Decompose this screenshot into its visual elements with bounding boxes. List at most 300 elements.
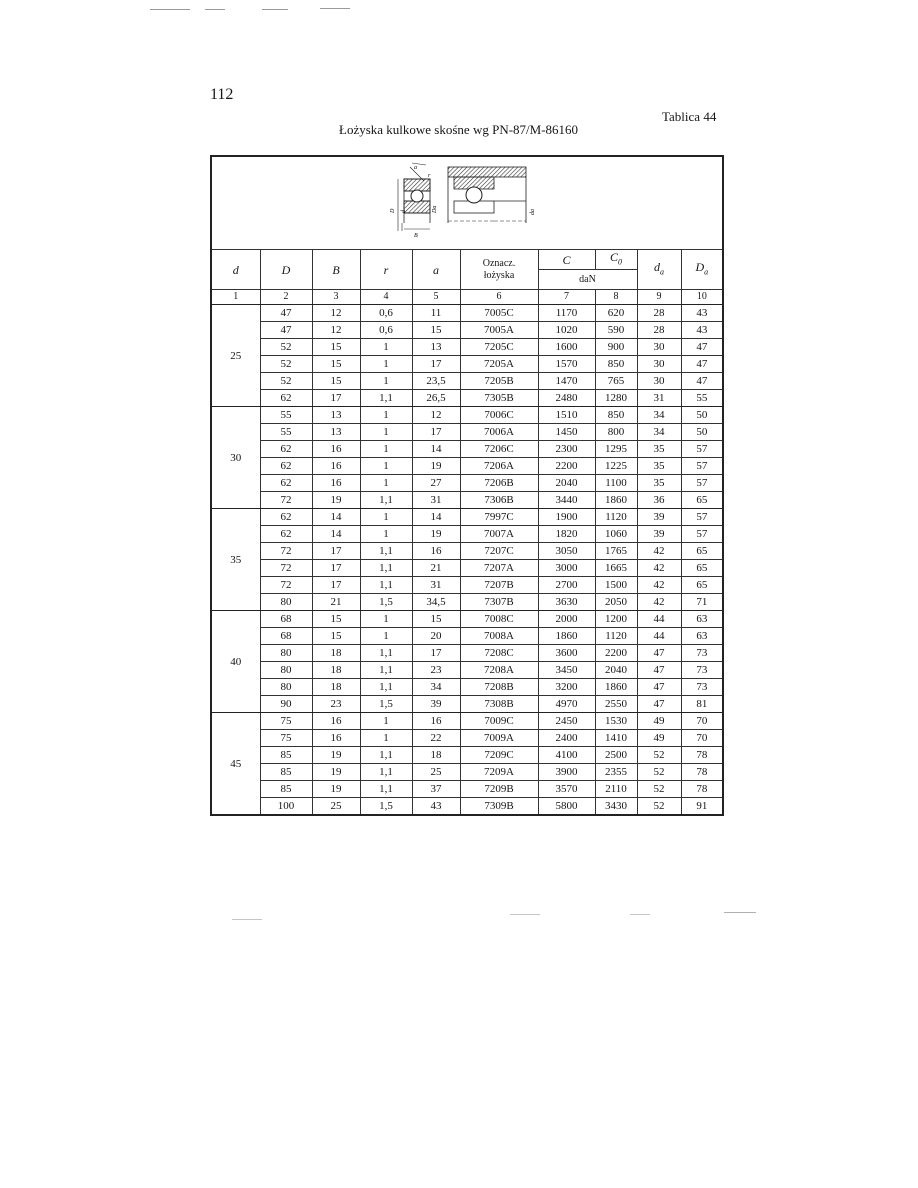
cell-da: 49 [637,730,681,747]
cell-C: 3440 [538,492,595,509]
column-number: 7 [538,290,595,305]
cell-designation: 7209C [460,747,538,764]
cell-r: 1 [360,713,412,730]
cell-r: 1,1 [360,781,412,798]
scan-artifact-top [262,9,288,10]
cell-da: 47 [637,679,681,696]
cell-r: 1,1 [360,390,412,407]
cell-B: 19 [312,764,360,781]
cell-a: 37 [412,781,460,798]
cell-D: 62 [260,509,312,526]
cell-C: 1600 [538,339,595,356]
cell-a: 27 [412,475,460,492]
cell-a: 25 [412,764,460,781]
cell-designation: 7009A [460,730,538,747]
cell-C: 3450 [538,662,595,679]
cell-da: 35 [637,441,681,458]
table-row [211,492,723,509]
header-C: C [538,250,595,270]
label-Da: Da [432,205,439,213]
cell-Da: 71 [681,594,723,611]
cell-C: 2700 [538,577,595,594]
cell-da: 47 [637,645,681,662]
cell-D: 68 [260,611,312,628]
cell-r: 1 [360,526,412,543]
cell-designation: 7008A [460,628,538,645]
cell-r: 1,1 [360,543,412,560]
cell-designation: 7205C [460,339,538,356]
header-row [211,250,723,270]
cell-B: 15 [312,628,360,645]
cell-B: 23 [312,696,360,713]
cell-designation: 7205B [460,373,538,390]
cell-D: 55 [260,407,312,424]
cell-a: 23,5 [412,373,460,390]
figure-cell [211,156,723,250]
table-row [211,509,723,526]
label-a: a [414,165,418,171]
cell-Da: 70 [681,713,723,730]
cell-a: 17 [412,645,460,662]
cell-a: 34 [412,679,460,696]
cell-da: 42 [637,543,681,560]
cell-a: 17 [412,356,460,373]
cell-C: 1470 [538,373,595,390]
cell-C: 2000 [538,611,595,628]
cell-r: 1,1 [360,662,412,679]
scan-artifact-bottom [724,912,756,913]
cell-Da: 73 [681,645,723,662]
cell-designation: 7307B [460,594,538,611]
cell-r: 1,5 [360,696,412,713]
column-number: 8 [595,290,637,305]
cell-D: 85 [260,781,312,798]
cell-a: 31 [412,492,460,509]
cell-C: 3200 [538,679,595,696]
cell-Da: 63 [681,611,723,628]
cell-D: 72 [260,577,312,594]
cell-C: 3900 [538,764,595,781]
cell-Da: 73 [681,662,723,679]
cell-da: 30 [637,356,681,373]
table-row [211,577,723,594]
scan-artifact-top [320,8,350,9]
column-number: 10 [681,290,723,305]
cell-B: 16 [312,713,360,730]
cell-B: 17 [312,577,360,594]
cell-C: 3570 [538,781,595,798]
cell-B: 14 [312,526,360,543]
cell-da: 47 [637,696,681,713]
cell-da: 52 [637,764,681,781]
cell-r: 1,1 [360,577,412,594]
label-D: D [390,208,397,213]
header-da-sub: a [660,267,664,277]
cell-da: 28 [637,305,681,322]
cell-C0: 3430 [595,798,637,816]
cell-a: 31 [412,577,460,594]
cell-C0: 2110 [595,781,637,798]
cell-D: 62 [260,390,312,407]
cell-C0: 2200 [595,645,637,662]
column-number: 5 [412,290,460,305]
cell-r: 1,1 [360,560,412,577]
cell-r: 1 [360,628,412,645]
cell-designation: 7305B [460,390,538,407]
cell-D: 90 [260,696,312,713]
cell-Da: 65 [681,577,723,594]
cell-da: 30 [637,339,681,356]
cell-C0: 1100 [595,475,637,492]
cell-da: 36 [637,492,681,509]
cell-a: 19 [412,526,460,543]
table-row [211,747,723,764]
cell-da: 42 [637,594,681,611]
cell-B: 17 [312,543,360,560]
cell-a: 34,5 [412,594,460,611]
cell-designation: 7309B [460,798,538,816]
cell-Da: 78 [681,764,723,781]
cell-a: 14 [412,509,460,526]
cell-designation: 7206B [460,475,538,492]
cell-D: 47 [260,305,312,322]
table-row [211,611,723,628]
label-da: da [530,209,537,215]
cell-designation: 7206C [460,441,538,458]
cell-C0: 1665 [595,560,637,577]
cell-C0: 1860 [595,679,637,696]
cell-C: 3000 [538,560,595,577]
cell-Da: 73 [681,679,723,696]
cell-D: 85 [260,764,312,781]
cell-B: 19 [312,492,360,509]
cell-B: 19 [312,781,360,798]
cell-B: 14 [312,509,360,526]
cell-Da: 43 [681,322,723,339]
header-designation [460,250,538,290]
cell-D: 62 [260,526,312,543]
header-r: r [360,250,412,290]
cell-D: 72 [260,560,312,577]
cell-Da: 43 [681,305,723,322]
table-row [211,645,723,662]
cell-B: 16 [312,441,360,458]
cell-Da: 65 [681,543,723,560]
cell-B: 15 [312,339,360,356]
table-row [211,730,723,747]
cell-D: 85 [260,747,312,764]
cell-C0: 1200 [595,611,637,628]
cell-Da: 57 [681,475,723,492]
cell-B: 13 [312,407,360,424]
cell-Da: 70 [681,730,723,747]
header-designation-line1: Oznacz. [482,257,516,269]
cell-da: 42 [637,560,681,577]
cell-designation: 7209B [460,781,538,798]
cell-Da: 57 [681,509,723,526]
cell-r: 1 [360,407,412,424]
header-da [637,250,681,290]
cell-B: 12 [312,305,360,322]
table-row [211,390,723,407]
cell-r: 1 [360,458,412,475]
header-da-base: d [654,260,660,274]
cell-D: 62 [260,441,312,458]
cross-section-drawing [390,163,438,239]
cell-D: 75 [260,730,312,747]
cell-da: 52 [637,781,681,798]
header-Da-base: D [695,260,705,274]
cell-da: 35 [637,458,681,475]
cell-a: 39 [412,696,460,713]
column-number: 2 [260,290,312,305]
cell-B: 13 [312,424,360,441]
cell-C0: 1295 [595,441,637,458]
cell-da: 39 [637,509,681,526]
cell-a: 15 [412,322,460,339]
column-number-row [211,290,723,305]
header-B: B [312,250,360,290]
cell-C: 2400 [538,730,595,747]
cell-B: 17 [312,390,360,407]
cell-a: 19 [412,458,460,475]
cell-C0: 765 [595,373,637,390]
cell-D: 68 [260,628,312,645]
header-C0 [595,250,637,270]
mounting-drawing [448,167,536,223]
cell-r: 1,5 [360,798,412,816]
cell-C0: 900 [595,339,637,356]
cell-B: 19 [312,747,360,764]
column-number: 1 [211,290,260,305]
cell-a: 22 [412,730,460,747]
cell-a: 20 [412,628,460,645]
table-row [211,594,723,611]
cell-C: 1450 [538,424,595,441]
cell-designation: 7207B [460,577,538,594]
column-number: 3 [312,290,360,305]
cell-r: 1,1 [360,492,412,509]
cell-Da: 50 [681,424,723,441]
cell-designation: 7006C [460,407,538,424]
cell-a: 16 [412,713,460,730]
table-row [211,356,723,373]
cell-designation: 7208B [460,679,538,696]
cell-C: 3630 [538,594,595,611]
cell-designation: 7207C [460,543,538,560]
cell-C0: 1280 [595,390,637,407]
cell-C0: 2500 [595,747,637,764]
cell-designation: 7005C [460,305,538,322]
cell-designation: 7007A [460,526,538,543]
cell-designation: 7997C [460,509,538,526]
cell-D: 52 [260,373,312,390]
bearing-diagram [392,161,542,241]
cell-da: 44 [637,628,681,645]
cell-C: 2300 [538,441,595,458]
cell-designation: 7206A [460,458,538,475]
cell-designation: 7005A [460,322,538,339]
cell-C: 2480 [538,390,595,407]
label-r: r [428,173,431,179]
cell-da: 52 [637,798,681,816]
table-row [211,764,723,781]
cell-Da: 65 [681,492,723,509]
table-row [211,696,723,713]
cell-D: 62 [260,458,312,475]
cell-Da: 81 [681,696,723,713]
cell-d: 25 [211,305,260,407]
cell-C0: 2040 [595,662,637,679]
cell-C0: 1225 [595,458,637,475]
cell-Da: 63 [681,628,723,645]
cell-D: 72 [260,492,312,509]
cell-C: 2450 [538,713,595,730]
cell-designation: 7009C [460,713,538,730]
cell-Da: 55 [681,390,723,407]
header-Da-sub: a [704,267,709,277]
cell-C: 4970 [538,696,595,713]
cell-B: 18 [312,645,360,662]
cell-B: 12 [312,322,360,339]
column-number: 4 [360,290,412,305]
cell-C0: 2355 [595,764,637,781]
cell-designation: 7209A [460,764,538,781]
cell-designation: 7208A [460,662,538,679]
cell-C: 2200 [538,458,595,475]
column-number: 6 [460,290,538,305]
cell-da: 47 [637,662,681,679]
cell-C: 1820 [538,526,595,543]
cell-da: 52 [637,747,681,764]
cell-D: 80 [260,594,312,611]
cell-C0: 2050 [595,594,637,611]
cell-Da: 91 [681,798,723,816]
cell-C0: 1860 [595,492,637,509]
cell-Da: 50 [681,407,723,424]
cell-B: 16 [312,458,360,475]
cell-C0: 620 [595,305,637,322]
cell-a: 18 [412,747,460,764]
cell-C: 1510 [538,407,595,424]
cell-D: 72 [260,543,312,560]
cell-C: 3050 [538,543,595,560]
table-row [211,713,723,730]
table-row [211,305,723,322]
table-row [211,798,723,816]
table-row [211,441,723,458]
cell-da: 35 [637,475,681,492]
cell-D: 55 [260,424,312,441]
cell-r: 1 [360,356,412,373]
cell-designation: 7306B [460,492,538,509]
cell-B: 16 [312,730,360,747]
cell-C: 1170 [538,305,595,322]
header-C0-sub: 0 [618,257,622,267]
cell-C: 1860 [538,628,595,645]
cell-Da: 78 [681,781,723,798]
cell-D: 52 [260,356,312,373]
cell-C0: 1500 [595,577,637,594]
cell-C: 1020 [538,322,595,339]
cell-D: 52 [260,339,312,356]
cell-designation: 7207A [460,560,538,577]
table-row [211,526,723,543]
cell-C: 4100 [538,747,595,764]
cell-D: 100 [260,798,312,816]
cell-B: 25 [312,798,360,816]
cell-designation: 7006A [460,424,538,441]
cell-r: 1,1 [360,679,412,696]
cell-a: 21 [412,560,460,577]
figure-row [211,156,723,250]
cell-r: 1,5 [360,594,412,611]
cell-da: 31 [637,390,681,407]
cell-designation: 7308B [460,696,538,713]
cell-C: 2040 [538,475,595,492]
cell-r: 1,1 [360,764,412,781]
cell-a: 43 [412,798,460,816]
cell-d: 30 [211,407,260,509]
cell-da: 34 [637,407,681,424]
header-Da [681,250,723,290]
header-designation-line2: łożyska [483,269,515,281]
cell-da: 30 [637,373,681,390]
table-row [211,781,723,798]
cell-a: 26,5 [412,390,460,407]
cell-r: 1 [360,373,412,390]
cell-B: 21 [312,594,360,611]
cell-da: 49 [637,713,681,730]
cell-C0: 1060 [595,526,637,543]
cell-D: 75 [260,713,312,730]
table-row [211,475,723,492]
cell-d: 40 [211,611,260,713]
cell-a: 23 [412,662,460,679]
cell-designation: 7008C [460,611,538,628]
table-row [211,628,723,645]
table-row [211,458,723,475]
cell-B: 18 [312,662,360,679]
table-title: Łożyska kulkowe skośne wg PN-87/M-86160 [339,122,579,137]
cell-Da: 47 [681,373,723,390]
cell-C0: 850 [595,407,637,424]
header-unit: daN [538,270,637,290]
table-row [211,373,723,390]
header-C0-base: C [609,250,618,264]
scan-artifact-top [205,9,225,10]
cell-r: 1 [360,339,412,356]
cell-D: 80 [260,645,312,662]
cell-Da: 57 [681,526,723,543]
cell-da: 42 [637,577,681,594]
cell-r: 1 [360,730,412,747]
cell-a: 14 [412,441,460,458]
cell-C0: 1765 [595,543,637,560]
table-row [211,543,723,560]
cell-designation: 7205A [460,356,538,373]
cell-Da: 47 [681,339,723,356]
cell-Da: 57 [681,441,723,458]
cell-C0: 800 [595,424,637,441]
scan-artifact-bottom [510,914,540,915]
cell-C0: 850 [595,356,637,373]
header-d: d [211,250,260,290]
cell-C0: 1120 [595,628,637,645]
cell-r: 1 [360,611,412,628]
cell-B: 18 [312,679,360,696]
cell-C: 1900 [538,509,595,526]
